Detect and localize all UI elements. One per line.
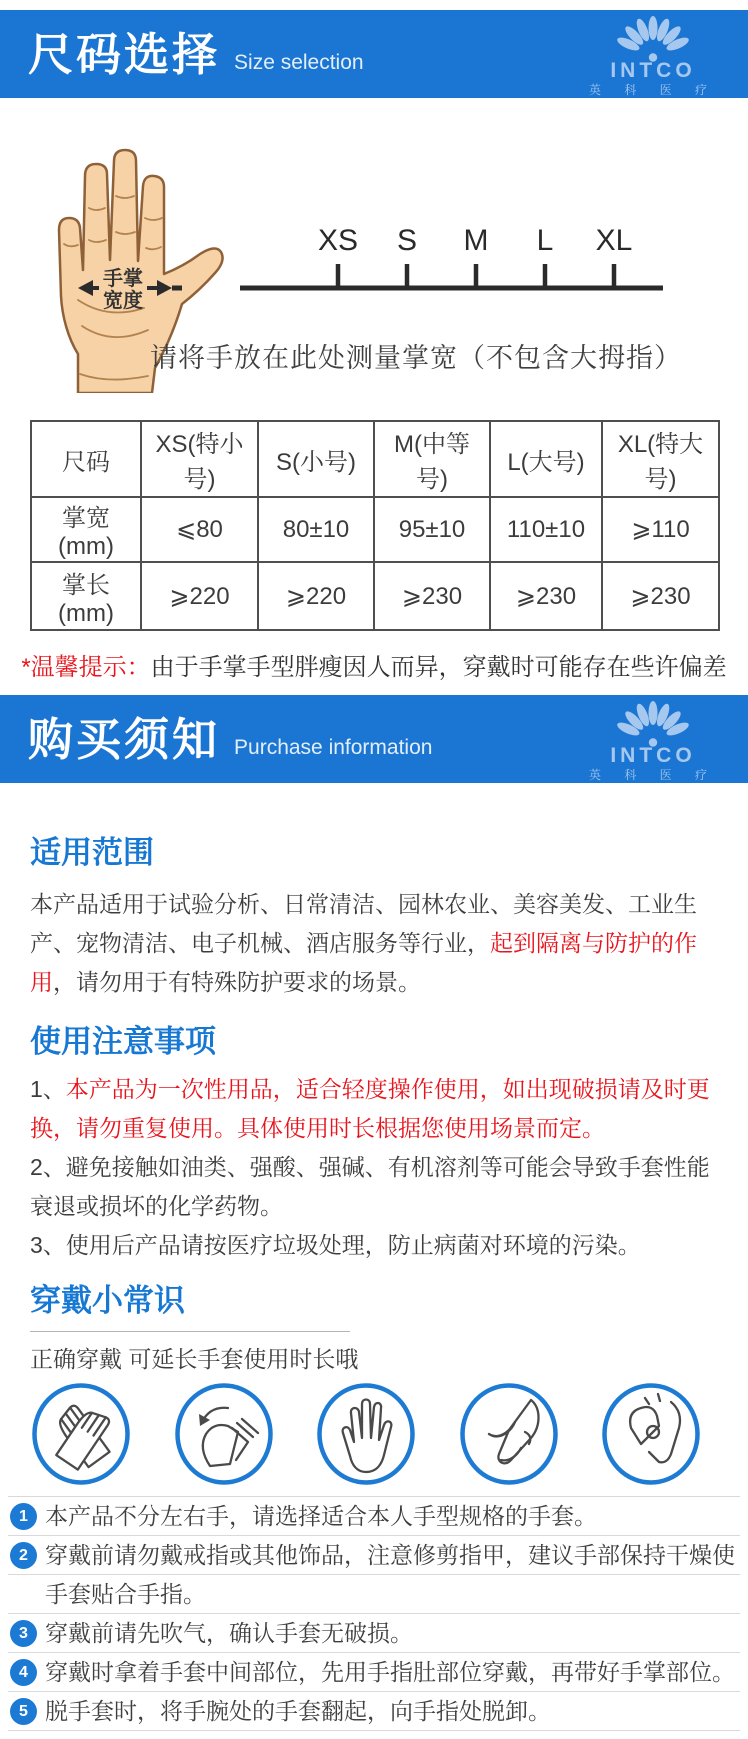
size-tip-prefix: *温馨提示： [21,654,151,681]
size-table [30,420,720,631]
wearing-steps-icons [30,1382,702,1486]
table-cell: ⩾230 [602,562,719,630]
table-cell: 95±10 [374,497,490,562]
row-label: 掌宽(mm) [31,497,141,562]
note-prefix: 3、 [30,1232,66,1258]
table-cell: 80±10 [258,497,374,562]
open-palm-icon [315,1382,417,1486]
scale-label-m: M [463,224,489,257]
wearing-tips-heading: 穿戴小常识 [30,1283,185,1318]
table-header-cell: XS(特小号) [141,421,258,497]
fold-cuff-icon [173,1382,275,1486]
hand-measure-diagram [0,98,748,420]
intco-logo [588,11,718,97]
scale-label-xs: XS [317,224,359,257]
purchase-content [0,835,748,1486]
logo-starburst-icon [616,701,691,747]
note-text: 使用后产品请按医疗垃圾处理，防止病菌对环境的污染。 [65,1232,641,1258]
note-prefix: 1、 [30,1076,66,1102]
wearing-tips-subtitle: 正确穿戴 可延长手套使用时长哦 [30,1346,359,1372]
logo-starburst-icon [616,16,691,62]
step-number-badge: 2 [10,1542,37,1569]
step-item [8,1536,740,1614]
size-section-title: 尺码选择 [28,28,221,80]
table-header-cell: S(小号) [258,421,374,497]
step-number-badge: 3 [10,1620,37,1647]
table-cell: ⩽80 [141,497,258,562]
usage-note-item [30,1070,718,1148]
step-number-badge: 4 [10,1659,37,1686]
step-item [8,1653,740,1692]
tips-divider [30,1331,350,1332]
table-header-cell: 尺码 [31,421,141,497]
logo-text: INTCO [610,744,696,767]
donning-glove-icon [458,1382,560,1486]
scale-label-l: L [536,224,554,257]
table-row-palm-length [31,562,719,630]
usage-note-item [30,1148,718,1226]
row-label: 掌长(mm) [31,562,141,630]
table-cell: ⩾230 [490,562,602,630]
logo-text: INTCO [610,59,696,82]
step-text: 脱手套时，将手腕处的手套翻起，向手指处脱卸。 [45,1698,551,1724]
note-red-text: 本产品为一次性用品，适合轻度操作使用，如出现破损请及时更换，请勿重复使用。具体使用时长根据您使用场景而定。 [30,1076,710,1141]
logo-subtext: 英 科 医 疗 [588,768,718,782]
table-row-palm-width [31,497,719,562]
step-text: 穿戴前请先吹气，确认手套无破损。 [45,1620,413,1646]
table-cell: 110±10 [490,497,602,562]
table-header-cell: XL(特大号) [602,421,719,497]
table-cell: ⩾230 [374,562,490,630]
note-text: 避免接触如油类、强酸、强碱、有机溶剂等可能会导致手套性能衰退或损坏的化学药物。 [30,1154,710,1219]
usage-note-item [30,1226,718,1265]
note-prefix: 2、 [30,1154,66,1180]
scope-text-red: 起到隔离与防护的作用 [30,930,697,995]
scope-heading: 适用范围 [30,835,154,870]
intco-logo [588,696,718,782]
ruler-ticks [338,264,614,288]
purchase-section-subtitle: Purchase information [234,735,433,759]
scope-text-before: 本产品适用于试验分析、日常清洁、园林农业、美容美发、工业生产、宠物清洁、电子机械、酒店服务等行业， [30,891,697,956]
step-text: 本产品不分左右手，请选择适合本人手型规格的手套。 [45,1503,597,1529]
table-header-cell: M(中等号) [374,421,490,497]
size-tip-note [0,653,748,683]
step-text: 穿戴时拿着手套中间部位，先用手指肚部位穿戴，再带好手掌部位。 [45,1659,735,1685]
step-item [8,1614,740,1653]
doffing-glove-icon [600,1382,702,1486]
step-text: 穿戴前请勿戴戒指或其他饰品，注意修剪指甲，建议手部保持干燥使手套贴合手指。 [45,1542,735,1607]
table-cell: ⩾110 [602,497,719,562]
purchase-section-title: 购买须知 [28,713,221,765]
table-header-row [31,421,719,497]
palm-width-label-line2: 宽度 [103,290,143,312]
size-section-header [0,10,748,98]
wearing-steps-list [8,1496,740,1731]
scale-label-s: S [396,224,418,257]
logo-subtext: 英 科 医 疗 [588,83,718,97]
step-item [8,1497,740,1536]
usage-notes-list [30,1070,718,1265]
measure-instruction: 请将手放在此处测量掌宽（不包含大拇指） [150,343,682,373]
scale-labels [318,224,632,257]
scope-paragraph [30,885,718,1002]
table-cell: ⩾220 [141,562,258,630]
purchase-section-titles [28,713,433,765]
table-header-cell: L(大号) [490,421,602,497]
palm-width-label-line1: 手掌 [103,268,143,290]
size-section-subtitle: Size selection [234,50,364,74]
size-section-titles [28,28,364,80]
step-number-badge: 1 [10,1503,37,1530]
step-item [8,1692,740,1731]
crossed-gloves-icon [30,1382,132,1486]
size-tip-text: 由于手掌手型胖瘦因人而异，穿戴时可能存在些许偏差 [150,654,727,681]
step-number-badge: 5 [10,1698,37,1725]
scope-text-after: ，请勿用于有特殊防护要求的场景。 [53,969,421,995]
table-cell: ⩾220 [258,562,374,630]
purchase-section-header [0,695,748,783]
usage-notes-heading: 使用注意事项 [30,1024,216,1059]
scale-label-xl: XL [595,224,633,257]
